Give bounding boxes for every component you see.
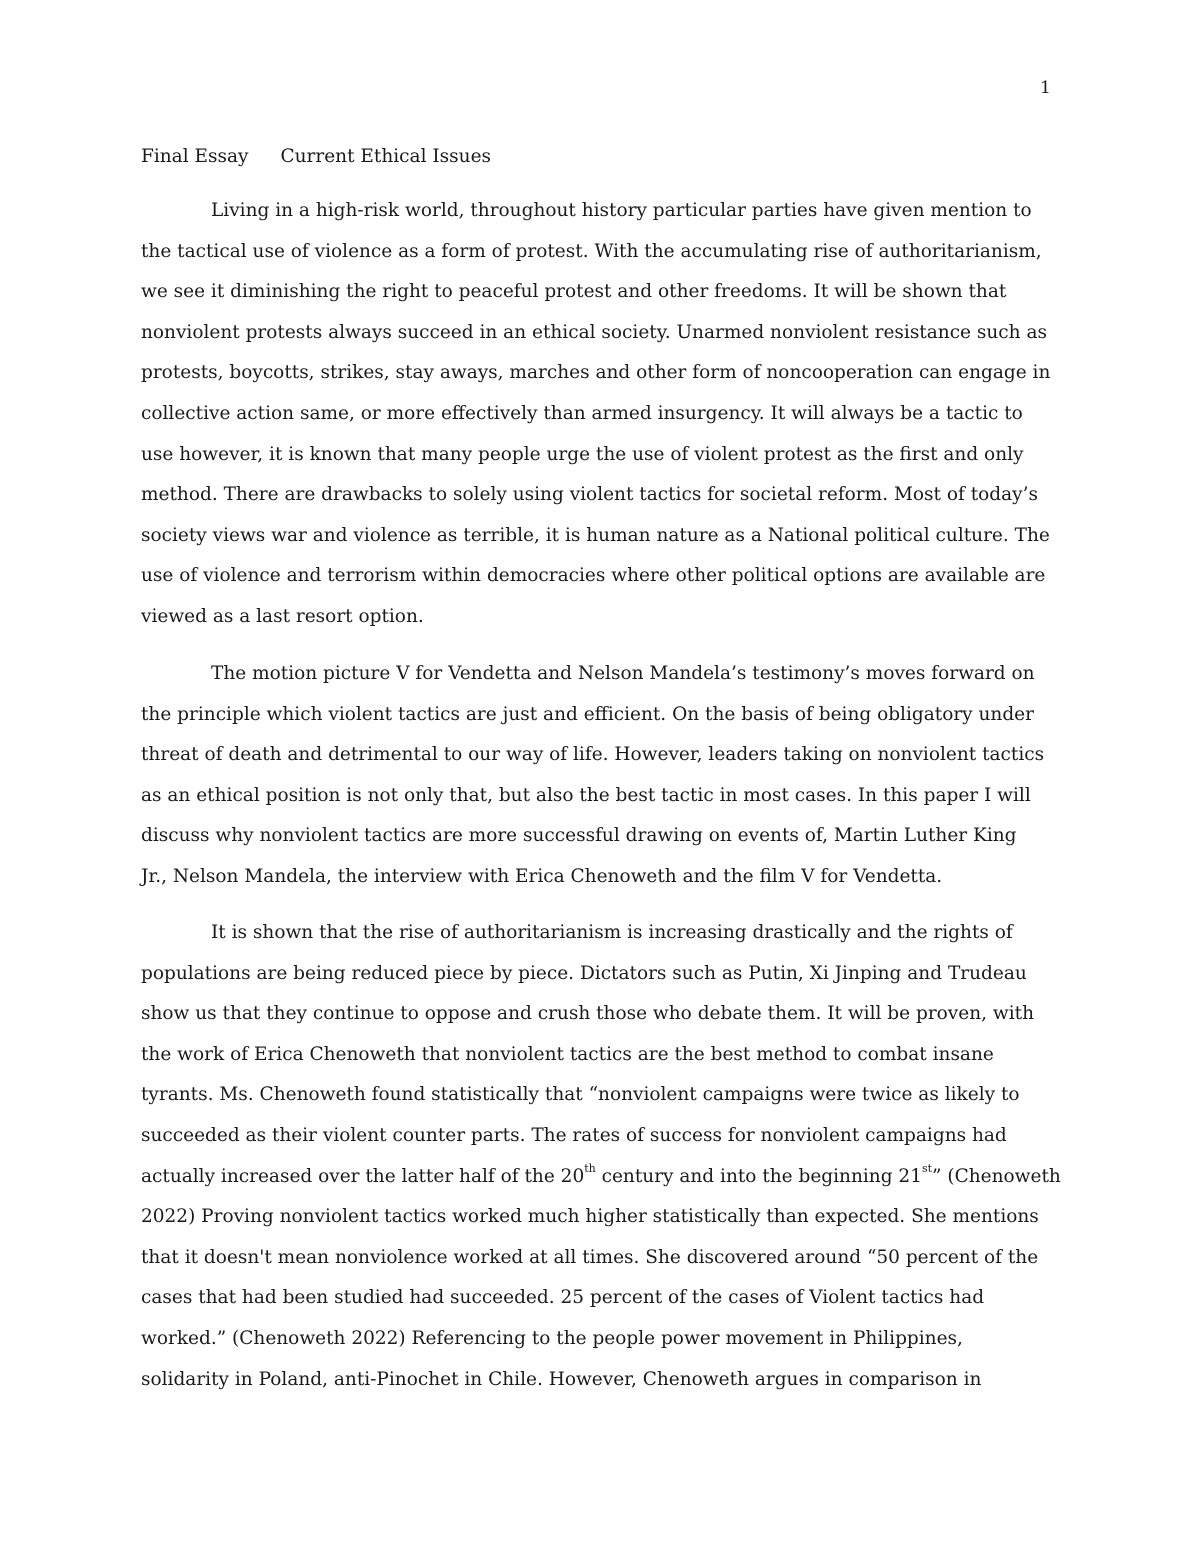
text-line: collective action same, or more effectively than armed insurgency. It will always be a tactic to [141, 402, 1023, 424]
paragraph-3 [141, 913, 1061, 1400]
text-line: the work of Erica Chenoweth that nonviolent tactics are the best method to combat insane [141, 1043, 994, 1065]
text-line: Jr., Nelson Mandela, the interview with Erica Chenoweth and the film V for Vendetta. [141, 865, 943, 887]
text-line: as an ethical position is not only that, but also the best tactic in most cases. In this paper I will [141, 784, 1031, 806]
page-number: 1 [1040, 78, 1051, 98]
text-line: discuss why nonviolent tactics are more successful drawing on events of, Martin Luther King [141, 825, 1017, 847]
text-line: society views war and violence as terrible, it is human nature as a National political culture. The [141, 524, 1050, 546]
paragraph-1 [141, 191, 1050, 638]
text-fragment: actually increased over the latter half of the 20 [141, 1165, 585, 1187]
text-line: cases that had been studied had succeeded. 25 percent of the cases of Violent tactics had [141, 1287, 985, 1309]
text-line: solidarity in Poland, anti-Pinochet in Chile. However, Chenoweth argues in comparison in [141, 1368, 982, 1390]
text-line: viewed as a last resort option. [141, 605, 424, 627]
text-line-with-superscripts [141, 1157, 1061, 1198]
text-line: method. There are drawbacks to solely using violent tactics for societal reform. Most of today’s [141, 484, 1038, 506]
heading-title: Final Essay [141, 146, 249, 167]
superscript-st: st [921, 1162, 933, 1176]
text-line: tyrants. Ms. Chenoweth found statistically that “nonviolent campaigns were twice as likely to [141, 1084, 1020, 1106]
text-line: It is shown that the rise of authoritarianism is increasing drastically and the rights of [211, 922, 1013, 943]
text-line: worked.” (Chenoweth 2022) Referencing to the people power movement in Philippines, [141, 1327, 963, 1349]
text-fragment: ” (Chenoweth [932, 1165, 1061, 1187]
text-fragment: century and into the beginning 21 [595, 1165, 922, 1187]
text-line: 2022) Proving nonviolent tactics worked much higher statistically than expected. She mentions [141, 1206, 1039, 1228]
text-line: Living in a high-risk world, throughout history particular parties have given mention to [211, 200, 1032, 221]
text-line: The motion picture V for Vendetta and Nelson Mandela’s testimony’s moves forward on [211, 663, 1035, 684]
text-line: the tactical use of violence as a form of protest. With the accumulating rise of authoritarianism, [141, 240, 1042, 262]
text-line: protests, boycotts, strikes, stay aways, marches and other form of noncooperation can engage in [141, 362, 1051, 384]
text-line: populations are being reduced piece by piece. Dictators such as Putin, Xi Jinping and Trudeau [141, 962, 1027, 984]
heading-course: Current Ethical Issues [280, 146, 492, 167]
essay-heading [141, 146, 491, 168]
text-line: show us that they continue to oppose and crush those who debate them. It will be proven, with [141, 1003, 1034, 1025]
text-line: that it doesn't mean nonviolence worked at all times. She discovered around “50 percent of the [141, 1246, 1039, 1268]
superscript-th: th [584, 1162, 596, 1176]
text-line: nonviolent protests always succeed in an ethical society. Unarmed nonviolent resistance such as [141, 321, 1047, 343]
paragraph-2 [141, 654, 1044, 898]
text-line: use however, it is known that many people urge the use of violent protest as the first and only [141, 443, 1024, 465]
text-line: succeeded as their violent counter parts. The rates of success for nonviolent campaigns had [141, 1124, 1007, 1146]
text-line: use of violence and terrorism within democracies where other political options are available are [141, 565, 1046, 587]
text-line: threat of death and detrimental to our way of life. However, leaders taking on nonviolent tactics [141, 744, 1045, 766]
text-line: the principle which violent tactics are just and efficient. On the basis of being obligatory under [141, 703, 1034, 725]
text-line: we see it diminishing the right to peaceful protest and other freedoms. It will be shown that [141, 281, 1007, 303]
